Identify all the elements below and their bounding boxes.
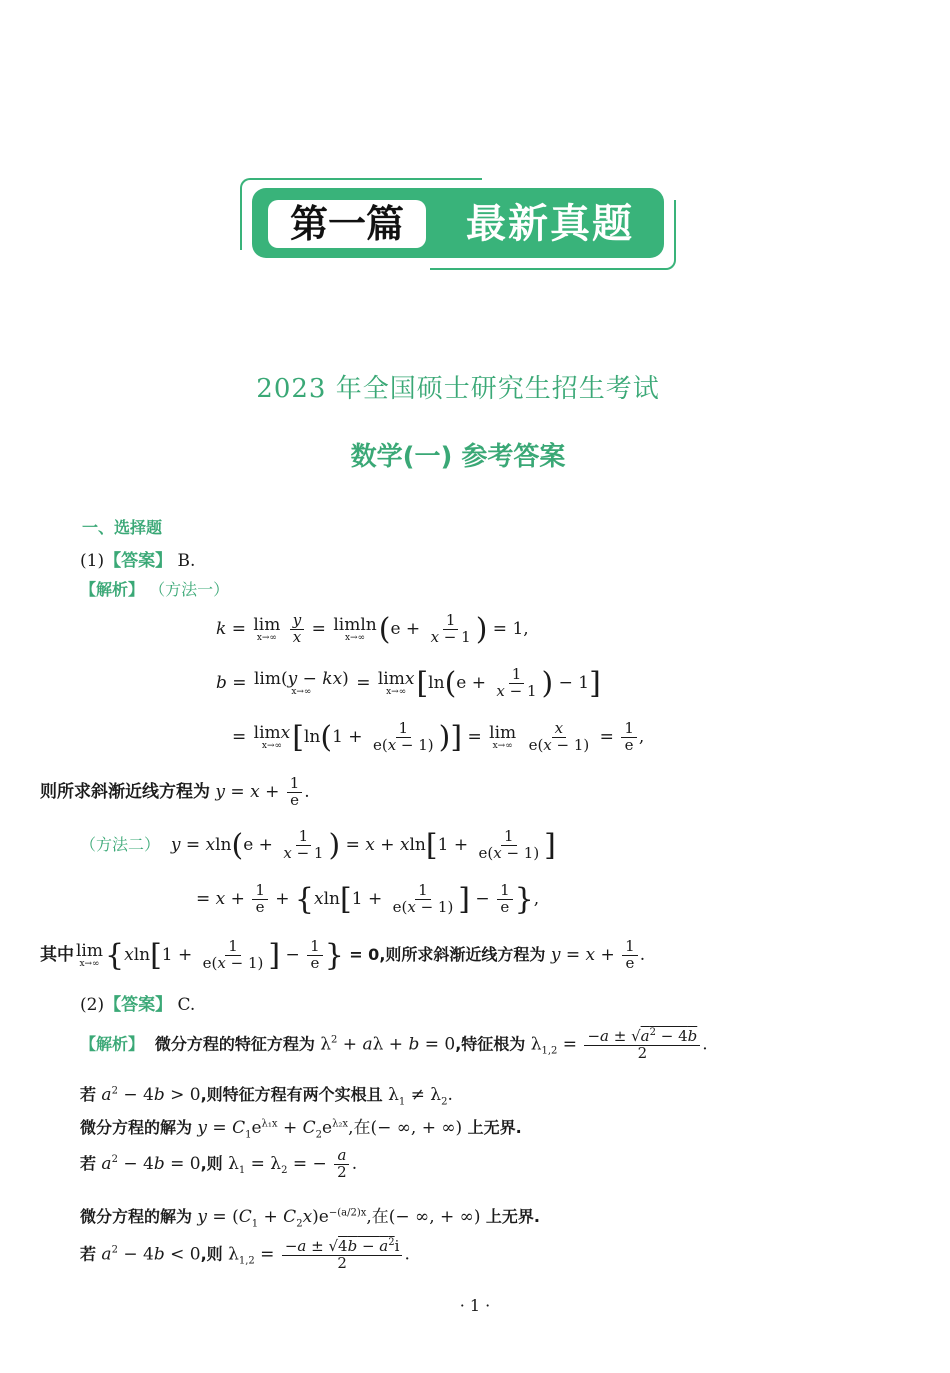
q1-method1: （方法一） bbox=[149, 580, 230, 599]
q2-solution1: 微分方程的解为 $y = C_1e^{\lambda_1x} + C_2e^{\lambda_2x}$,在(− ∞, + ∞) 上无界. bbox=[80, 1118, 522, 1141]
q2-case1: 若 $a^2 - 4b > 0$,则特征方程有两个实根且 $\lambda_1 \ne \lambda_2$. bbox=[80, 1085, 453, 1108]
q1-method2: （方法二） bbox=[80, 835, 161, 854]
q2-unbounded-2: 上无界. bbox=[485, 1207, 540, 1226]
q2-analysis-tag: 【解析】 bbox=[80, 1034, 145, 1054]
section-heading: 一、选择题 bbox=[82, 518, 163, 537]
q2-answer: C. bbox=[177, 995, 196, 1015]
q2-line1b-text: ,特征根为 bbox=[455, 1034, 526, 1054]
formula-b-line2: = limx x→∞ [ln(1 + $\frac{1}{e(x - 1)}$ )] = lim x→∞ $\frac{x}{e(x - 1)}$ = $\frac{1}{e}$ , bbox=[232, 719, 645, 755]
page-number: · 1 · bbox=[459, 1296, 491, 1315]
q2-analysis-line1: 【解析】 微分方程的特征方程为 $\lambda^2 + a\lambda + b = 0$,特征根为 $\lambda_{1,2}$ = $\frac{-a \pm √a^2 - 4b}{2}$ . bbox=[80, 1027, 708, 1062]
q2-line1-text: 微分方程的特征方程为 bbox=[154, 1034, 315, 1054]
q1-analysis-tag: 【解析】 bbox=[80, 580, 145, 599]
q2-case1-label: 若 bbox=[80, 1085, 97, 1104]
q1-conclusion1-text: 则所求斜渐近线方程为 bbox=[40, 781, 210, 802]
q2-sol1-text: 微分方程的解为 bbox=[80, 1118, 193, 1137]
q1-conclusion2-prefix: 其中 bbox=[40, 945, 74, 965]
q2-case2: 若 $a^2 - 4b = 0$,则 $\lambda_1 = \lambda_2$ = − $\frac{a}{2}$ . bbox=[80, 1146, 358, 1181]
exam-title: 2023 年全国硕士研究生招生考试 bbox=[256, 374, 660, 404]
q2-case1-text: ,则特征方程有两个实根且 bbox=[200, 1085, 383, 1104]
q1-answer-tag: 【答案】 bbox=[104, 551, 173, 571]
q1-conclusion1: 则所求斜渐近线方程为 y = x + $\frac{1}{e}$ . bbox=[40, 774, 310, 809]
formula-k: k = lim x→∞ $\frac{y}{x}$ = limln x→∞ (e + $\frac{1}{x - 1}$ ) = 1, bbox=[216, 611, 529, 647]
banner-title: 最新真题 bbox=[466, 201, 634, 247]
q2-case3-label: 若 bbox=[80, 1244, 97, 1264]
q2-answer-tag: 【答案】 bbox=[104, 995, 173, 1015]
q1-answer: B. bbox=[177, 551, 196, 571]
q2-case2-text: ,则 bbox=[200, 1153, 223, 1173]
formula-b-line1: b = lim(y − kx) x→∞ = limx x→∞ [ln(e + $\frac{1}{x - 1}$ ) − 1] bbox=[216, 665, 601, 701]
q1-number: (1) bbox=[80, 551, 105, 571]
formula-method2-line2: = x + $\frac{1}{e}$ + {xln[1 + $\frac{1}{e(x - 1)}$ ] − $\frac{1}{e}$ }, bbox=[196, 881, 540, 917]
q2-solution2: 微分方程的解为 $y = (C_1 + C_2x)e^{-(a/2)x}$,在(− ∞, + ∞) 上无界. bbox=[80, 1207, 540, 1230]
q1-analysis-line bbox=[80, 577, 229, 600]
q2-case3: 若 $a^2 - 4b < 0$,则 $\lambda_{1,2}$ = $\frac{-a \pm √4b - a^2i}{2}$ . bbox=[80, 1237, 410, 1272]
q1-answer-line bbox=[80, 546, 195, 571]
q2-number: (2) bbox=[80, 995, 105, 1015]
formula-method2-line1: （方法二） y = xln(e + $\frac{1}{x - 1}$ ) = x + xln[1 + $\frac{1}{e(x - 1)}$ ] bbox=[80, 827, 556, 863]
banner-part-label: 第一篇 bbox=[289, 202, 404, 246]
subject-title: 数学(一) 参考答案 bbox=[350, 442, 566, 472]
q1-conclusion2: 其中 lim x→∞ {xln[1 + $\frac{1}{e(x - 1)}$ ] − $\frac{1}{e}$ } = 0,则所求斜渐近线方程为 y = x + $\frac{1}{e}$ . bbox=[40, 937, 646, 973]
q2-case3-text: ,则 bbox=[200, 1244, 223, 1264]
q2-sol2-text: 微分方程的解为 bbox=[80, 1207, 193, 1226]
q2-case2-label: 若 bbox=[80, 1153, 97, 1173]
q2-answer-line bbox=[80, 990, 195, 1015]
q1-conclusion2-mid: = 0,则所求斜渐近线方程为 bbox=[349, 945, 546, 964]
q2-unbounded-1: 上无界. bbox=[467, 1118, 522, 1137]
